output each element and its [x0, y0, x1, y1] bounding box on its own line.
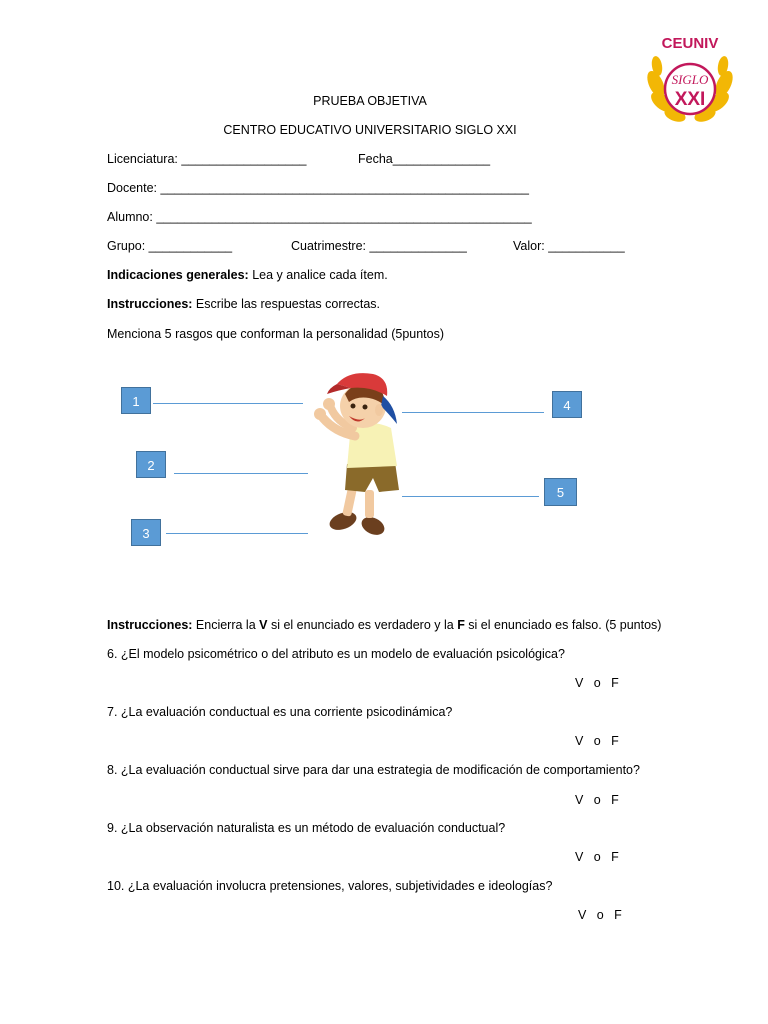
logo-brand: CEUNIV: [661, 35, 719, 52]
docente-field: Docente: _____________________________________________________: [107, 181, 529, 195]
instrucciones-2-t2: si el enunciado es verdadero y la: [267, 618, 458, 632]
trait-line-2: [174, 473, 308, 474]
institution-name: CENTRO EDUCATIVO UNIVERSITARIO SIGLO XXI: [223, 123, 517, 137]
indicaciones-generales: [107, 268, 388, 282]
instrucciones-1-label: Instrucciones:: [107, 297, 193, 311]
answer-10: [578, 908, 622, 922]
answer-9-v[interactable]: V: [575, 850, 584, 864]
logo-sub: SIGLO: [671, 72, 709, 87]
trait-line-1: [153, 403, 303, 404]
trait-box-5: 5: [544, 478, 577, 506]
alumno-field: Alumno: ______________________________________________________: [107, 210, 532, 224]
instrucciones-2-v: V: [259, 618, 268, 632]
answer-7-o: o: [593, 734, 601, 748]
answer-10-o: o: [596, 908, 604, 922]
trait-box-2: 2: [136, 451, 166, 478]
answer-9-o: o: [593, 850, 601, 864]
boy-illustration: [305, 366, 405, 540]
logo-mark: XXI: [674, 89, 706, 110]
instrucciones-2: [107, 618, 661, 632]
question-7: 7. ¿La evaluación conductual es una corriente psicodinámica?: [107, 705, 453, 719]
answer-7-f[interactable]: F: [611, 734, 619, 748]
answer-8-f[interactable]: F: [611, 793, 619, 807]
instrucciones-2-f: F: [457, 618, 465, 632]
page-title: PRUEBA OBJETIVA: [313, 94, 427, 108]
question-9: 9. ¿La observación naturalista es un método de evaluación conductual?: [107, 821, 506, 835]
fecha-field: Fecha______________: [358, 152, 491, 166]
trait-box-3: 3: [131, 519, 161, 546]
answer-9: [575, 850, 619, 864]
answer-9-f[interactable]: F: [611, 850, 619, 864]
trait-line-5: [402, 496, 539, 497]
answer-10-f[interactable]: F: [614, 908, 622, 922]
ceuniv-logo: [642, 32, 738, 128]
answer-6-f[interactable]: F: [611, 676, 619, 690]
instrucciones-1-text: Escribe las respuestas correctas.: [192, 297, 381, 311]
question-10: 10. ¿La evaluación involucra pretensiones, valores, subjetividades e ideologías?: [107, 879, 553, 893]
instrucciones-2-t3: si el enunciado es falso. (5 puntos): [464, 618, 662, 632]
licenciatura-field: Licenciatura: __________________: [107, 152, 307, 166]
indicaciones-label: Indicaciones generales:: [107, 268, 249, 282]
cuatrimestre-field: Cuatrimestre: ______________: [291, 239, 467, 253]
instrucciones-2-label: Instrucciones:: [107, 618, 193, 632]
answer-8: [575, 793, 619, 807]
instrucciones-2-t1: Encierra la: [192, 618, 260, 632]
question-6: 6. ¿El modelo psicométrico o del atributo es un modelo de evaluación psicológica?: [107, 647, 565, 661]
answer-6-o: o: [593, 676, 601, 690]
trait-box-4: 4: [552, 391, 582, 418]
answer-7: [575, 734, 619, 748]
indicaciones-text: Lea y analice cada ítem.: [248, 268, 388, 282]
question-8: 8. ¿La evaluación conductual sirve para dar una estrategia de modificación de comportamiento?: [107, 763, 640, 777]
answer-8-v[interactable]: V: [575, 793, 584, 807]
trait-box-1: 1: [121, 387, 151, 414]
question-5-prompt: Menciona 5 rasgos que conforman la personalidad (5puntos): [107, 327, 445, 341]
answer-10-v[interactable]: V: [578, 908, 587, 922]
trait-line-4: [402, 412, 544, 413]
valor-field: Valor: ___________: [513, 239, 625, 253]
answer-7-v[interactable]: V: [575, 734, 584, 748]
answer-6: [575, 676, 619, 690]
instrucciones-1: [107, 297, 380, 311]
grupo-field: Grupo: ____________: [107, 239, 233, 253]
answer-6-v[interactable]: V: [575, 676, 584, 690]
trait-line-3: [166, 533, 308, 534]
answer-8-o: o: [593, 793, 601, 807]
